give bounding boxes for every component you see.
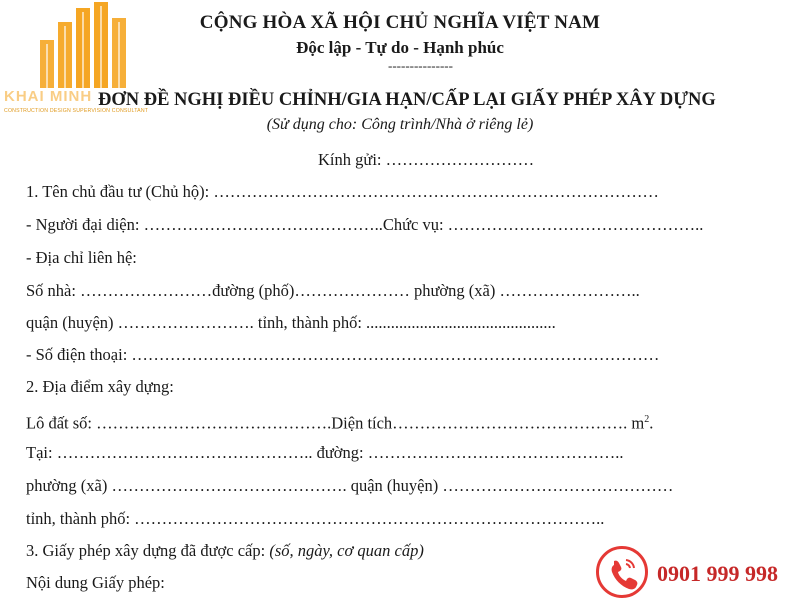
address-label: - Địa chỉ liên hệ: [26, 248, 137, 267]
motto: Độc lập - Tự do - Hạnh phúc [296, 38, 504, 57]
phone-icon [599, 549, 645, 595]
at-line: Tại: ……………………………………….. đường: ……………………………………….. [26, 443, 624, 462]
permit-label: 3. Giấy phép xây dựng đã được cấp: [26, 541, 270, 560]
lot-unit-superscript: 2 [644, 414, 650, 425]
owner-line: 1. Tên chủ đầu tư (Chủ hộ): ……………………………………………………………………… [26, 182, 659, 201]
ward-line: phường (xã) ……………………………………. quận (huyện) …………………………………… [26, 476, 674, 495]
phone-call-button[interactable] [596, 546, 648, 598]
form-title: ĐƠN ĐỀ NGHỊ ĐIỀU CHỈNH/GIA HẠN/CẤP LẠI GIẤY PHÉP XÂY DỰNG [98, 90, 716, 110]
lot-end: . [649, 413, 654, 433]
permit-line [26, 541, 424, 561]
phone-line: - Số điện thoại: …………………………………………………………………………………… [26, 345, 660, 364]
street-line: Số nhà: ……………………đường (phố)………………… phường (xã) …………………….. [26, 281, 640, 300]
logo-name: KHAI MINH [4, 88, 93, 105]
representative-line: - Người đại diện: ……………………………………..Chức vụ: ……………………………………….. [26, 215, 704, 234]
contact-phone-number[interactable]: 0901 999 998 [657, 561, 778, 586]
logo-tagline: CONSTRUCTION DESIGN SUPERVISION CONSULTANT [4, 108, 149, 114]
permit-hint: (số, ngày, cơ quan cấp) [269, 541, 424, 560]
province-line: tỉnh, thành phố: ………………………………………………………………………….. [26, 509, 605, 528]
site-label: 2. Địa điểm xây dựng: [26, 377, 174, 396]
lot-line [26, 410, 653, 434]
lot-text: Lô đất số: …………………………………….Diện tích……………………………………. m [26, 413, 645, 433]
form-subtitle: (Sử dụng cho: Công trình/Nhà ở riêng lẻ) [266, 116, 534, 133]
country-heading: CỘNG HÒA XÃ HỘI CHỦ NGHĨA VIỆT NAM [199, 12, 601, 33]
header-divider: --------------- [388, 58, 453, 73]
permit-content-label: Nội dung Giấy phép: [26, 573, 165, 592]
district-line: quận (huyện) ……………………. tỉnh, thành phố: .............................................. [26, 313, 556, 332]
greeting-line: Kính gửi: ……………………… [318, 150, 535, 169]
